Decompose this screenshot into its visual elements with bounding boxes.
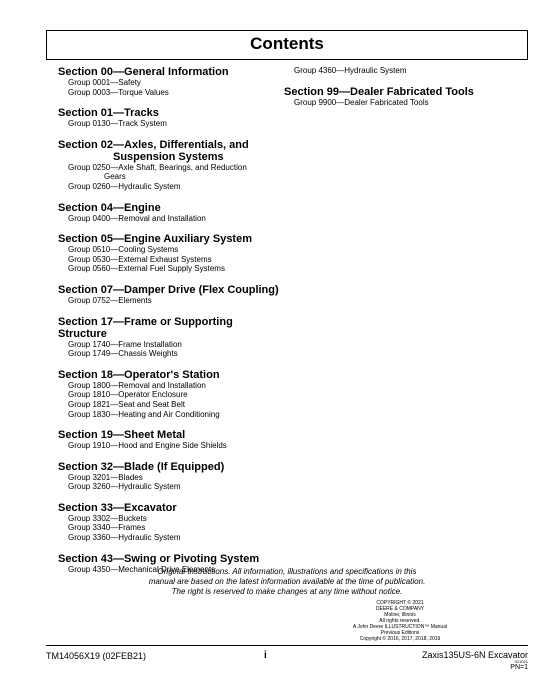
section-05 bbox=[58, 233, 283, 274]
section-heading-continued[interactable]: Suspension Systems bbox=[113, 150, 224, 163]
section-heading[interactable]: Section 33—Excavator bbox=[58, 501, 177, 514]
section-heading[interactable]: Section 99—Dealer Fabricated Tools bbox=[284, 85, 474, 98]
group-entry[interactable]: Group 0560—External Fuel Supply Systems bbox=[68, 264, 225, 274]
group-entry[interactable]: Group 1810—Operator Enclosure bbox=[68, 390, 188, 400]
group-entry[interactable]: Group 4360—Hydraulic System bbox=[294, 66, 407, 75]
group-entry[interactable]: Group 4350—Mechanical Drive Elements bbox=[68, 564, 216, 574]
section-heading[interactable]: Section 04—Engine bbox=[58, 201, 161, 214]
section-32 bbox=[58, 461, 283, 492]
group-entry[interactable]: Group 0510—Cooling Systems bbox=[68, 245, 179, 255]
copyright-line: A John Deere ILLUSTRUCTION™ Manual bbox=[352, 624, 448, 630]
section-99 bbox=[284, 86, 524, 108]
group-entry[interactable]: Group 0001—Safety bbox=[68, 78, 141, 87]
section-33 bbox=[58, 502, 283, 543]
group-entry[interactable]: Group 3260—Hydraulic System bbox=[68, 482, 181, 492]
section-heading[interactable]: Section 32—Blade (If Equipped) bbox=[58, 460, 225, 473]
copyright-line: All rights reserved. bbox=[379, 618, 421, 624]
group-entry[interactable]: Group 1910—Hood and Engine Side Shields bbox=[68, 441, 227, 451]
copyright-line: Previous Editions bbox=[380, 630, 420, 636]
page-number: i bbox=[264, 650, 267, 661]
section-04 bbox=[58, 202, 283, 224]
group-entry[interactable]: Group 9900—Dealer Fabricated Tools bbox=[294, 97, 429, 107]
group-entry[interactable]: Group 0752—Elements bbox=[68, 295, 152, 305]
section-heading[interactable]: Section 17—Frame or Supporting Structure bbox=[58, 315, 233, 340]
section-heading[interactable]: Section 01—Tracks bbox=[58, 107, 159, 120]
note-line: manual are based on the latest information available at the time of publication. bbox=[148, 577, 426, 586]
copyright-block bbox=[300, 600, 500, 642]
group-entry[interactable]: Group 0260—Hydraulic System bbox=[68, 181, 181, 191]
section-18 bbox=[58, 369, 283, 419]
section-00 bbox=[58, 66, 283, 97]
group-entry[interactable]: Group 3340—Frames bbox=[68, 523, 146, 533]
section-17 bbox=[58, 316, 283, 359]
group-entry[interactable]: Group 0530—External Exhaust Systems bbox=[68, 254, 212, 264]
footer-date-code: 021021 bbox=[514, 659, 528, 664]
footer-pn: PN=1 bbox=[510, 664, 528, 671]
section-02 bbox=[58, 139, 283, 192]
page-title: Contents bbox=[250, 34, 324, 53]
section-07 bbox=[58, 284, 283, 306]
note-line: Original Instructions. All information, illustrations and specifications in this bbox=[157, 567, 417, 576]
contents-left-column bbox=[58, 66, 283, 584]
section-01 bbox=[58, 107, 283, 129]
section-19 bbox=[58, 429, 283, 451]
group-entry[interactable]: Group 3360—Hydraulic System bbox=[68, 533, 181, 543]
section-heading[interactable]: Section 43—Swing or Pivoting System bbox=[58, 552, 260, 565]
section-heading[interactable]: Section 19—Sheet Metal bbox=[58, 429, 186, 442]
section-43-continued bbox=[284, 66, 524, 76]
copyright-line: COPYRIGHT © 2021 bbox=[376, 600, 424, 606]
copyright-line: Copyright © 2016, 2017, 2018, 2019 bbox=[359, 636, 441, 642]
group-entry[interactable]: Group 0250—Axle Shaft, Bearings, and Reduction bbox=[68, 162, 247, 172]
title-box bbox=[46, 30, 528, 60]
section-heading[interactable]: Section 02—Axles, Differentials, and bbox=[58, 138, 249, 151]
section-heading[interactable]: Section 18—Operator's Station bbox=[58, 368, 220, 381]
footer-rule bbox=[46, 645, 528, 646]
copyright-line: Moline, Illinois bbox=[384, 612, 416, 618]
group-entry[interactable]: Group 3201—Blades bbox=[68, 472, 143, 482]
original-instructions-note bbox=[46, 564, 528, 597]
group-entry[interactable]: Group 0130—Track System bbox=[68, 119, 167, 129]
section-heading[interactable]: Section 05—Engine Auxiliary System bbox=[58, 233, 252, 246]
contents-right-column bbox=[284, 66, 524, 117]
group-entry[interactable]: Group 3302—Buckets bbox=[68, 513, 147, 523]
footer-model: Zaxis135US-6N Excavator bbox=[421, 650, 528, 660]
note-line: The right is reserved to make changes at any time without notice. bbox=[171, 587, 403, 596]
group-entry[interactable]: Group 1740—Frame Installation bbox=[68, 339, 182, 349]
section-heading[interactable]: Section 00—General Information bbox=[58, 66, 229, 78]
group-entry[interactable]: Group 1749—Chassis Weights bbox=[68, 349, 178, 359]
group-entry[interactable]: Group 1800—Removal and Installation bbox=[68, 380, 206, 390]
group-entry[interactable]: Group 1830—Heating and Air Conditioning bbox=[68, 409, 220, 419]
section-heading[interactable]: Section 07—Damper Drive (Flex Coupling) bbox=[58, 283, 279, 296]
footer-doc-id: TM14056X19 (02FEB21) bbox=[46, 651, 147, 661]
group-entry[interactable]: Group 1821—Seat and Seat Belt bbox=[68, 399, 185, 409]
copyright-line: DEERE & COMPANY bbox=[375, 606, 425, 612]
group-entry-continued[interactable]: Gears bbox=[104, 172, 126, 182]
group-entry[interactable]: Group 0003—Torque Values bbox=[68, 87, 169, 97]
group-entry[interactable]: Group 0400—Removal and Installation bbox=[68, 213, 206, 223]
